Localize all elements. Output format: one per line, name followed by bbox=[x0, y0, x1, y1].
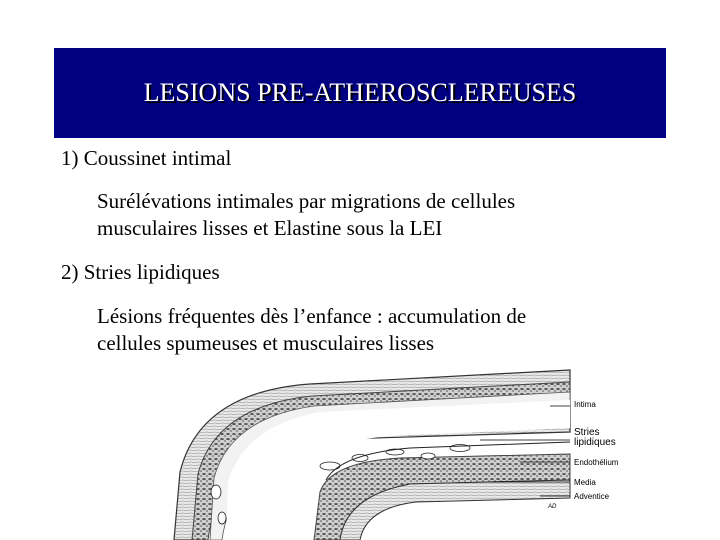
slide-title: LESIONS PRE-ATHEROSCLEREUSES bbox=[143, 78, 577, 107]
section-1-line-2: musculaires lisses et Elastine sous la LEI bbox=[97, 216, 443, 240]
label-adventice: Adventice bbox=[574, 492, 610, 501]
label-endothelium: Endothélium bbox=[574, 458, 619, 467]
section-2-heading: 2) Stries lipidiques bbox=[61, 260, 220, 284]
section-2-line-1: Lésions fréquentes dès l’enfance : accumulation de bbox=[97, 304, 527, 328]
section-1-line-1: Surélévations intimales par migrations de cellules bbox=[97, 189, 516, 213]
label-initials: AD bbox=[548, 504, 557, 510]
section-2-line-2: cellules spumeuses et musculaires lisses bbox=[97, 331, 435, 355]
section-2-text bbox=[97, 303, 526, 357]
label-intima: Intima bbox=[574, 400, 596, 409]
section-1-heading: 1) Coussinet intimal bbox=[61, 146, 232, 170]
label-stries bbox=[574, 428, 616, 448]
artery-illustration bbox=[160, 362, 650, 540]
section-1-text bbox=[97, 188, 515, 242]
title-bar bbox=[54, 48, 666, 138]
label-stries-line-1: Stries bbox=[574, 427, 600, 438]
artery-diagram bbox=[160, 362, 650, 540]
label-stries-line-2: lipidiques bbox=[574, 437, 616, 448]
label-media: Media bbox=[574, 478, 596, 487]
